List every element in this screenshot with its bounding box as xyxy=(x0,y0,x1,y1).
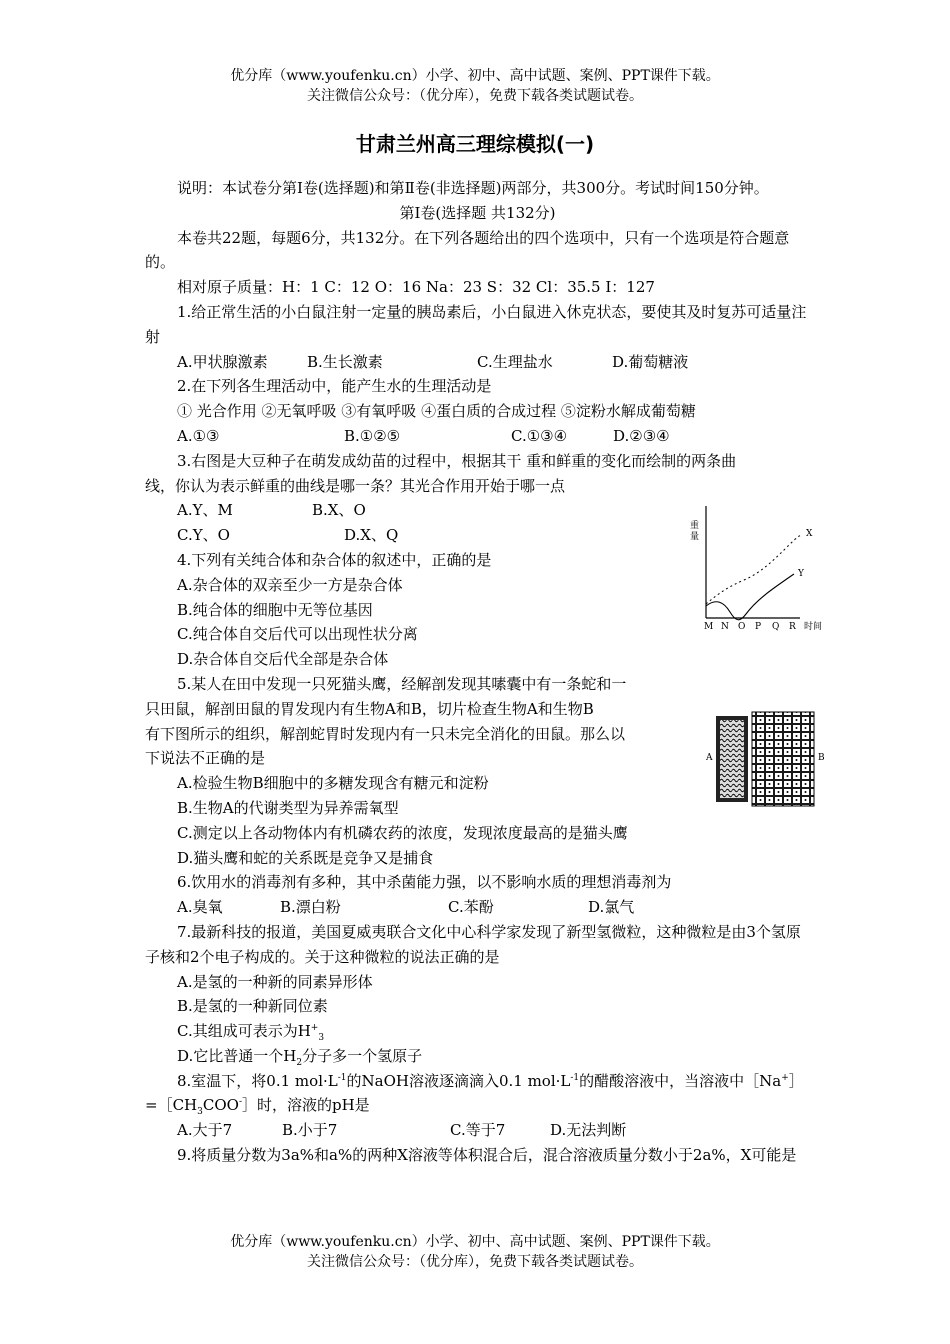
exam-body xyxy=(145,176,810,1168)
q8-option-a: A.大于7 xyxy=(177,1121,233,1140)
q4-option-a: A.杂合体的双亲至少一方是杂合体 xyxy=(177,575,403,594)
q5-option-c: C.测定以上各动物体内有机磷农药的浓度，发现浓度最高的是猫头鹰 xyxy=(177,823,628,842)
q7-c-text: C.其组成可表示为H xyxy=(177,1022,311,1041)
page-footer xyxy=(0,1232,950,1272)
q8-t6: ］时，溶液的pH是 xyxy=(242,1096,370,1115)
q2-option-a: A.①③ xyxy=(177,426,220,445)
q9-stem: 9.将质量分数为3a%和a%的两种X溶液等体积混合后，混合溶液质量分数小于2a%，X可能是 xyxy=(177,1146,797,1165)
q7-c-sub: 3 xyxy=(318,1033,325,1044)
q6-option-c: C.苯酚 xyxy=(448,898,494,917)
q4-stem: 4.下列有关纯合体和杂合体的叙述中，正确的是 xyxy=(177,550,492,569)
q3-stem-2: 线，你认为表示鲜重的曲线是哪一条？其光合作用开始于哪一点 xyxy=(145,476,566,495)
x-axis-label: 时间 xyxy=(804,622,823,632)
q4-option-d: D.杂合体自交后代全部是杂合体 xyxy=(177,650,389,669)
footer-line-2: 关注微信公众号：（优分库），免费下载各类试题试卷。 xyxy=(307,1254,643,1270)
x-tick-label: O xyxy=(738,622,746,632)
q2-options xyxy=(145,424,810,449)
q6-option-a: A.臭氧 xyxy=(177,898,223,917)
q8-option-b: B.小于7 xyxy=(282,1121,338,1140)
q7-option-a: A.是氢的一种新的同素异形体 xyxy=(177,972,373,991)
q7-d-text: D.它比普通一个H xyxy=(177,1046,297,1065)
q1-option-a: A.甲状腺激素 xyxy=(177,352,268,371)
q8-sub4: 3 xyxy=(197,1107,203,1118)
q8-stem xyxy=(145,1069,810,1119)
tissue-a-cells xyxy=(720,720,744,798)
section-intro: 本卷共22题，每题6分，共132分。在下列各题给出的四个选项中，只有一个选项是符合题意的。 xyxy=(145,228,790,272)
q2-option-c: C.①③④ xyxy=(511,426,568,445)
curve-x xyxy=(706,534,802,604)
q7-option-d xyxy=(145,1044,810,1069)
q7-stem: 7.最新科技的报道，美国夏威夷联合文化中心科学家发现了新型氢微粒，这种微粒是由3个氢原子核和2个电子构成的。关于这种微粒的说法正确的是 xyxy=(145,922,801,966)
q1-option-b: B.生长激素 xyxy=(307,352,383,371)
q5-stem-1: 5.某人在田中发现一只死猫头鹰，经解剖发现其嗉囊中有一条蛇和一 xyxy=(177,674,627,693)
q1-option-d: D.葡萄糖液 xyxy=(612,352,689,371)
q8-t4: ］=［CH xyxy=(145,1071,804,1115)
q2-items: ① 光合作用 ②无氧呼吸 ③有氧呼吸 ④蛋白质的合成过程 ⑤淀粉水解成葡萄糖 xyxy=(177,402,696,421)
q6-options xyxy=(145,895,810,920)
q8-t5: COO xyxy=(202,1096,239,1115)
q3-option-c: C.Y、O xyxy=(177,526,230,545)
label-a: A xyxy=(706,753,713,763)
q3-stem-1: 3.右图是大豆种子在萌发成幼苗的过程中，根据其干 重和鲜重的变化而绘制的两条曲 xyxy=(177,451,737,470)
q8-option-c: C.等于7 xyxy=(450,1121,506,1140)
x-tick-labels xyxy=(704,622,796,632)
q4-option-b: B.纯合体的细胞中无等位基因 xyxy=(177,600,373,619)
q1-stem: 1.给正常生活的小白鼠注射一定量的胰岛素后，小白鼠进入休克状态，要使其及时复苏可适量注射 xyxy=(145,302,807,346)
y-label-2: 量 xyxy=(690,532,700,542)
q3-option-b: B.X、O xyxy=(312,501,366,520)
q2-stem: 2.在下列各生理活动中，能产生水的生理活动是 xyxy=(177,377,492,396)
q6-option-b: B.漂白粉 xyxy=(280,898,341,917)
curve-x-label: X xyxy=(806,529,813,539)
header-line-2: 关注微信公众号：（优分库），免费下载各类试题试卷。 xyxy=(307,88,643,104)
curve-y-label: Y xyxy=(798,569,804,579)
q3-option-a: A.Y、M xyxy=(177,501,233,520)
q7-d-text-2: 分子多一个氢原子 xyxy=(302,1046,423,1065)
tissue-b xyxy=(752,712,814,806)
q7-option-c xyxy=(145,1019,810,1044)
intro: 说明：本试卷分第Ⅰ卷(选择题)和第Ⅱ卷(非选择题)两部分，共300分。考试时间150分钟。 xyxy=(177,179,769,197)
q8-sup2: -1 xyxy=(570,1072,580,1083)
x-tick-label: Q xyxy=(772,622,780,632)
q5-stem-3: 有下图所示的组织，解剖蛇胃时发现内有一只未完全消化的田鼠。那么以 xyxy=(145,724,626,743)
x-tick-label: M xyxy=(704,622,714,632)
q7-c-sup: + xyxy=(310,1023,319,1034)
q5-stem-2: 只田鼠，解剖田鼠的胃发现内有生物A和B，切片检查生物A和生物B xyxy=(145,699,594,718)
q8-t3: 的醋酸溶液中，当溶液中［Na xyxy=(579,1071,782,1090)
q3-option-d: D.X、Q xyxy=(344,526,399,545)
q1-option-c: C.生理盐水 xyxy=(477,352,553,371)
q8-sup1: -1 xyxy=(337,1072,347,1083)
q6-stem: 6.饮用水的消毒剂有多种，其中杀菌能力强，以不影响水质的理想消毒剂为 xyxy=(177,873,672,892)
q5-option-d: D.猫头鹰和蛇的关系既是竞争又是捕食 xyxy=(177,848,434,867)
x-tick-label: P xyxy=(755,622,762,632)
q3-figure-weight-curves xyxy=(690,498,830,638)
label-b: B xyxy=(818,753,825,763)
q5-option-b: B.生物A的代谢类型为异养需氧型 xyxy=(177,798,399,817)
section-title: 第Ⅰ卷(选择题 共132分) xyxy=(399,203,556,222)
header-line-1: 优分库（www.youfenku.cn）小学、初中、高中试题、案例、PPT课件下载。 xyxy=(230,68,720,84)
y-label-1: 重 xyxy=(690,521,700,531)
q8-sup3: + xyxy=(781,1072,789,1083)
q5-stem-4: 下说法不正确的是 xyxy=(145,749,266,768)
q1-options xyxy=(145,350,810,375)
atomic-mass: 相对原子质量：H：1 C：12 O：16 Na：23 S：32 Cl：35.5 I：127 xyxy=(177,278,655,297)
q8-option-d: D.无法判断 xyxy=(550,1121,627,1140)
x-tick-label: R xyxy=(789,622,796,632)
q7-option-b: B.是氢的一种新同位素 xyxy=(177,997,328,1016)
q6-option-d: D.氯气 xyxy=(588,898,635,917)
q4-option-c: C.纯合体自交后代可以出现性状分离 xyxy=(177,625,418,644)
q8-sup5: - xyxy=(238,1097,242,1108)
q2-option-d: D.②③④ xyxy=(613,426,670,445)
footer-line-1: 优分库（www.youfenku.cn）小学、初中、高中试题、案例、PPT课件下载。 xyxy=(230,1234,720,1250)
page-header xyxy=(0,66,950,106)
q5-figure-tissues xyxy=(702,708,830,810)
curve-y xyxy=(706,574,794,620)
q5-option-a: A.检验生物B细胞中的多糖发现含有糖元和淀粉 xyxy=(177,774,489,793)
q8-t1: 8.室温下，将0.1 mol·L xyxy=(177,1071,338,1090)
q2-option-b: B.①②⑤ xyxy=(344,426,401,445)
x-tick-label: N xyxy=(721,622,729,632)
page-title: 甘肃兰州高三理综模拟(一) xyxy=(355,132,595,156)
q8-t2: 的NaOH溶液逐滴滴入0.1 mol·L xyxy=(346,1071,571,1090)
q8-options xyxy=(145,1118,810,1143)
q7-d-sub: 2 xyxy=(296,1057,303,1068)
